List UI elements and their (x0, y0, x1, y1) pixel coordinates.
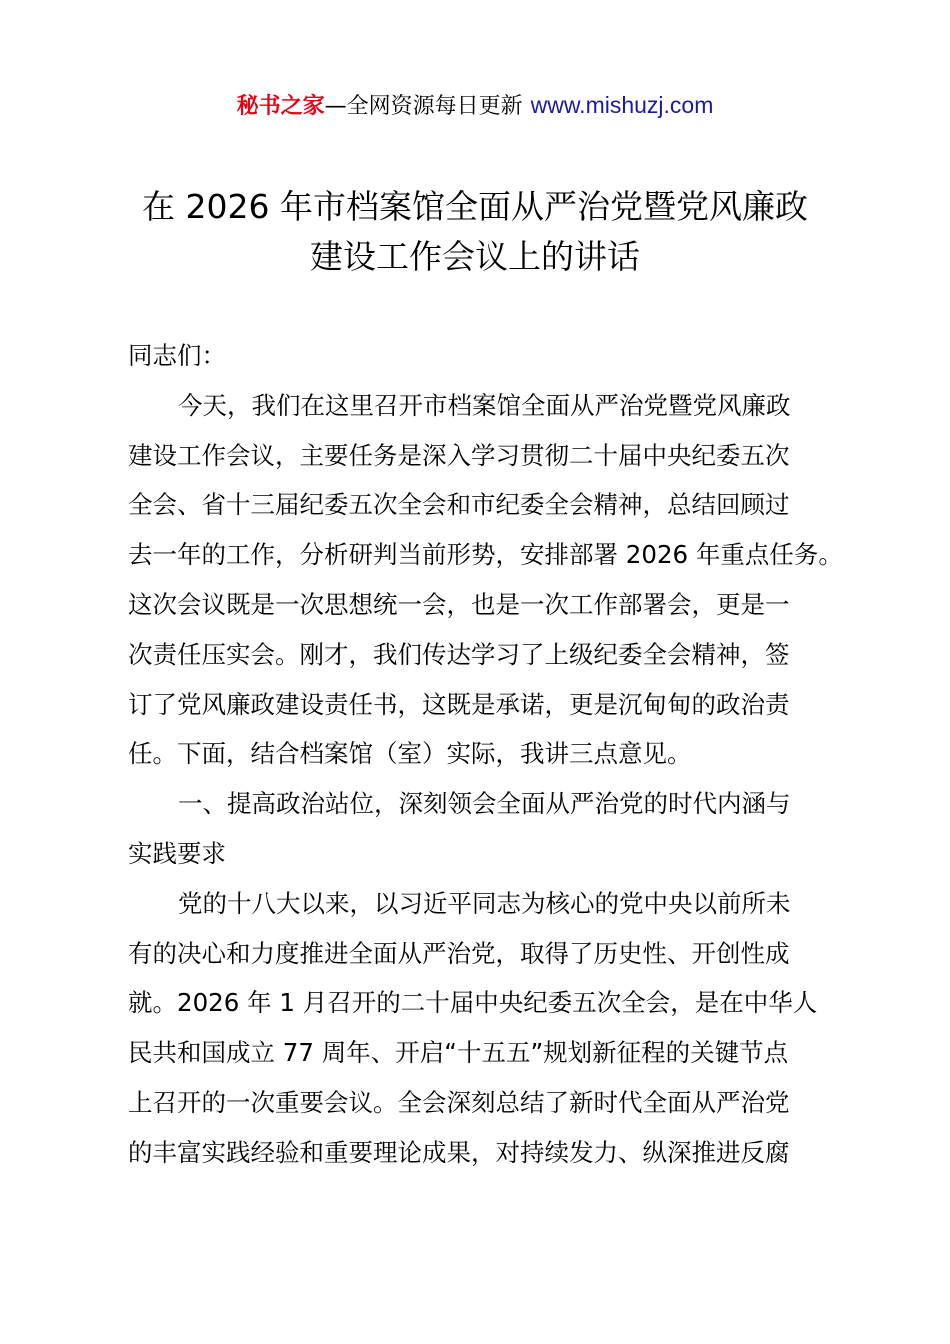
title-line: 建设工作会议上的讲话 (310, 237, 640, 276)
body-line: 民共和国成立 77 周年、开启“十五五”规划新征程的关键节点 (128, 1038, 789, 1068)
salutation: 同志们： (128, 341, 226, 370)
site-brand: 秘书之家 (236, 94, 325, 119)
body-line: 就。2026 年 1 月召开的二十届中央纪委五次全会，是在中华人 (128, 988, 818, 1018)
body-line: 全会、省十三届纪委五次全会和市纪委全会精神，总结回顾过 (128, 490, 790, 520)
body-line: 这次会议既是一次思想统一会，也是一次工作部署会，更是一 (128, 589, 790, 619)
body-line: 上召开的一次重要会议。全会深刻总结了新时代全面从严治党 (128, 1087, 790, 1117)
document-title (60, 182, 890, 282)
body-line: 有的决心和力度推进全面从严治党，取得了历史性、开创性成 (128, 938, 790, 968)
section-heading-line: 一、提高政治站位，深刻领会全面从严治党的时代内涵与 (178, 789, 791, 819)
body-line: 建设工作会议，主要任务是深入学习贯彻二十届中央纪委五次 (128, 440, 790, 470)
body-line: 的丰富实践经验和重要理论成果，对持续发力、纵深推进反腐 (128, 1137, 790, 1167)
site-url-link[interactable]: www.mishuzj.com (530, 92, 714, 118)
site-header (0, 88, 950, 124)
body-line: 订了党风廉政建设责任书，这既是承诺，更是沉甸甸的政治责 (128, 689, 790, 719)
body-line: 次责任压实会。刚才，我们传达学习了上级纪委全会精神，签 (128, 639, 790, 669)
section-heading-line: 实践要求 (128, 838, 226, 868)
site-tagline: —全网资源每日更新 (324, 94, 523, 119)
title-line: 在 2026 年市档案馆全面从严治党暨党风廉政 (142, 187, 808, 226)
document-body (128, 331, 843, 1178)
body-line: 去一年的工作，分析研判当前形势，安排部署 2026 年重点任务。 (128, 540, 843, 570)
body-line: 党的十八大以来，以习近平同志为核心的党中央以前所未 (178, 888, 791, 918)
body-line: 任。下面，结合档案馆（室）实际，我讲三点意见。 (128, 739, 692, 769)
body-line: 今天，我们在这里召开市档案馆全面从严治党暨党风廉政 (178, 390, 791, 420)
